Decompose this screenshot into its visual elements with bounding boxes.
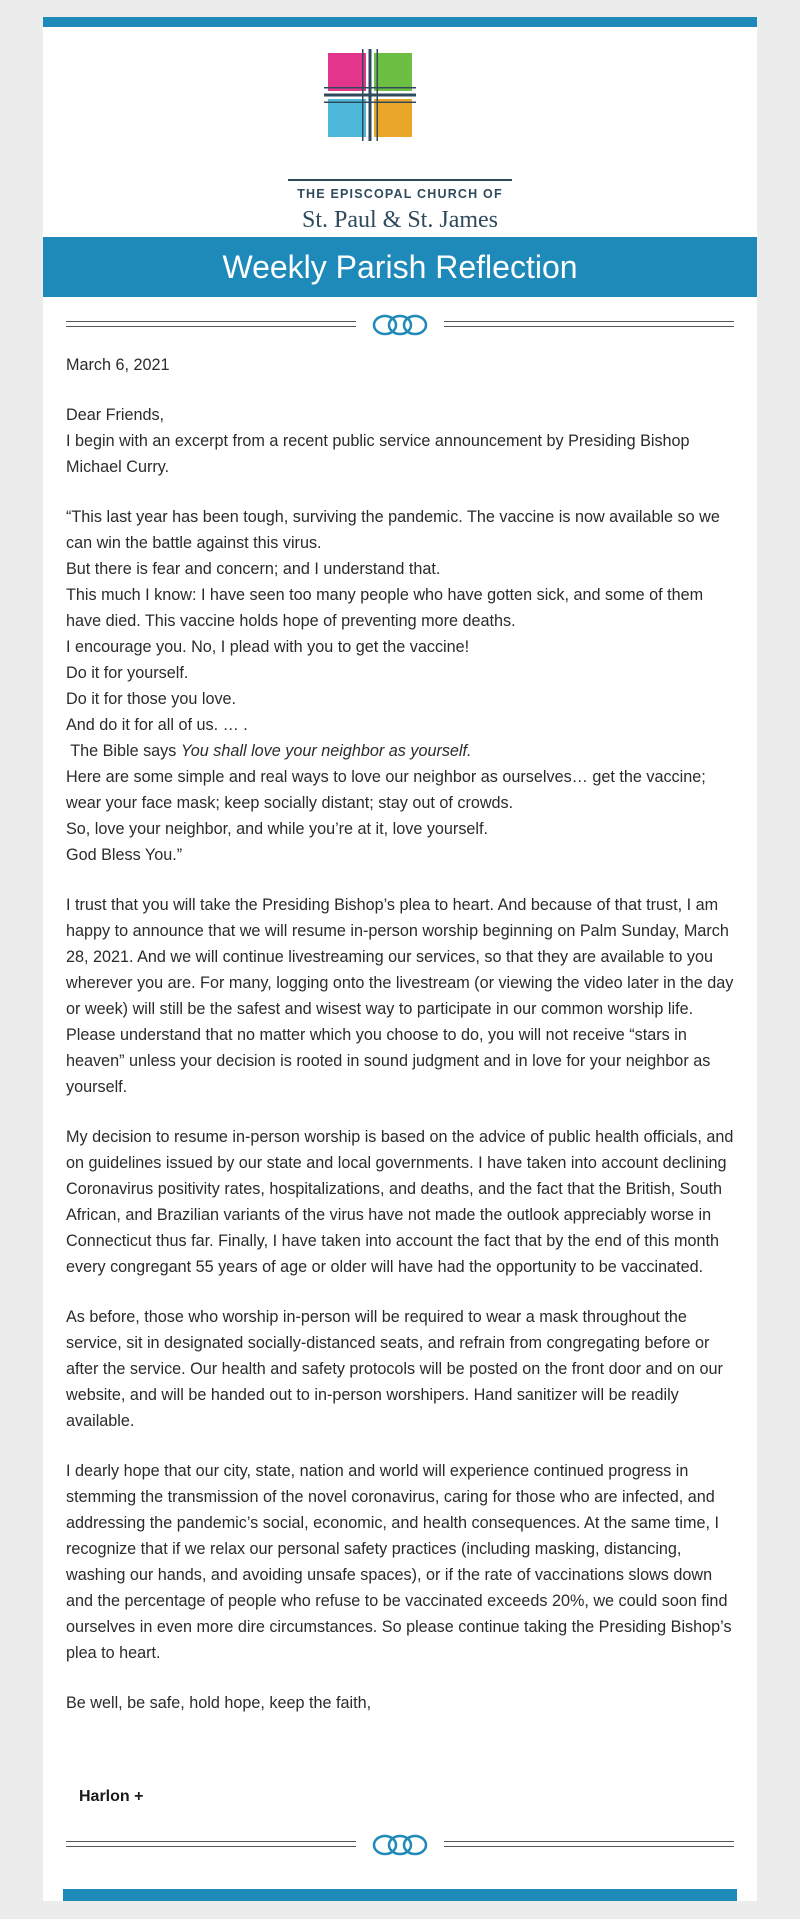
knot-ornament-icon <box>370 1833 430 1857</box>
cross-logo-icon <box>288 35 512 155</box>
quote-line: God Bless You.” <box>66 846 183 864</box>
quote-line: But there is fear and concern; and I understand that. <box>66 560 441 578</box>
letter-body <box>66 352 736 1716</box>
divider-rule-left <box>66 321 356 327</box>
salutation: Dear Friends, <box>66 406 165 424</box>
scripture-italic: You shall love your neighbor as yourself. <box>180 742 472 760</box>
quote-line: Do it for yourself. <box>66 664 189 682</box>
paragraph-hope: I dearly hope that our city, state, nation and world will experience continued progress in stemming the transmission of the novel coronavirus, caring for those who are infected, and addressing the pandemic’s social, economic, and health consequences. At the same time, I recognize that if we relax our personal safety practices (including masking, distancing, washing our hands, and avoiding unsafe spaces), or if the rate of vaccinations slows down and the percentage of people who refuse to be vaccinated exceeds 20%, we could soon find ourselves in even more dire circumstances. So please continue taking the Presiding Bishop’s plea to heart. <box>66 1462 732 1662</box>
quote-line-scripture <box>66 738 736 764</box>
page-title-banner: Weekly Parish Reflection <box>43 237 757 297</box>
quote-line: I encourage you. No, I plead with you to get the vaccine! <box>66 638 470 656</box>
top-accent-bar <box>43 17 757 27</box>
wordmark-line2: St. Paul & St. James <box>301 207 499 233</box>
quote-line: Here are some simple and real ways to love our neighbor as ourselves… get the vaccine; wear your face mask; keep socially distant; stay out of crowds. <box>66 768 706 812</box>
quote-prefix: The Bible says <box>66 742 181 760</box>
paragraph-protocols: As before, those who worship in-person will be required to wear a mask throughout the service, sit in designated socially-distanced seats, and refrain from congregating before or after the service. Our health and safety protocols will be posted on the front door and on our website, and will be handed out to in-person worshipers. Hand sanitizer will be readily available. <box>66 1308 723 1430</box>
divider-rule-right <box>444 1841 734 1847</box>
quote-line: Do it for those you love. <box>66 690 237 708</box>
closing-line: Be well, be safe, hold hope, keep the faith, <box>66 1694 372 1712</box>
ornamental-divider-bottom <box>66 1833 734 1857</box>
quote-line: “This last year has been tough, surviving the pandemic. The vaccine is now available so we can win the battle against this virus. <box>66 508 720 552</box>
wordmark-line1: THE EPISCOPAL CHURCH OF <box>297 187 503 201</box>
quote-line: So, love your neighbor, and while you’re at it, love yourself. <box>66 820 489 838</box>
church-logo <box>288 35 512 245</box>
signature: Harlon + <box>79 1788 144 1805</box>
quote-line: This much I know: I have seen too many people who have gotten sick, and some of them have died. This vaccine holds hope of preventing more deaths. <box>66 586 704 630</box>
bottom-accent-bar <box>63 1889 737 1901</box>
knot-ornament-icon <box>370 313 430 337</box>
newsletter-card <box>43 17 757 1901</box>
quote-line: And do it for all of us. … . <box>66 716 248 734</box>
divider-rule-left <box>66 1841 356 1847</box>
letter-date: March 6, 2021 <box>66 356 170 374</box>
ornamental-divider-top <box>66 313 734 337</box>
divider-rule-right <box>444 321 734 327</box>
bishop-quote <box>66 504 736 868</box>
paragraph-decision: My decision to resume in-person worship is based on the advice of public health officials, and on guidelines issued by our state and local governments. I have taken into account declining Coronavirus positivity rates, hospitalizations, and deaths, and the fact that the British, South African, and Brazilian variants of the virus have not made the outlook appreciably worse in Connecticut thus far. Finally, I have taken into account the fact that by the end of this month every congregant 55 years of age or older will have had the opportunity to be vaccinated. <box>66 1128 734 1276</box>
paragraph-resume-worship: I trust that you will take the Presiding Bishop’s plea to heart. And because of that trust, I am happy to announce that we will resume in-person worship beginning on Palm Sunday, March 28, 2021. And we will continue livestreaming our services, so that they are available to you wherever you are. For many, logging onto the livestream (or viewing the video later in the day or week) will still be the safest and wisest way to participate in our common worship life. Please understand that no matter which you choose to do, you will not receive “stars in heaven” unless your decision is rooted in sound judgment and in love for your neighbor as yourself. <box>66 896 734 1096</box>
intro-paragraph: I begin with an excerpt from a recent public service announcement by Presiding Bishop Michael Curry. <box>66 432 690 476</box>
wordmark-rule-top <box>288 179 512 181</box>
